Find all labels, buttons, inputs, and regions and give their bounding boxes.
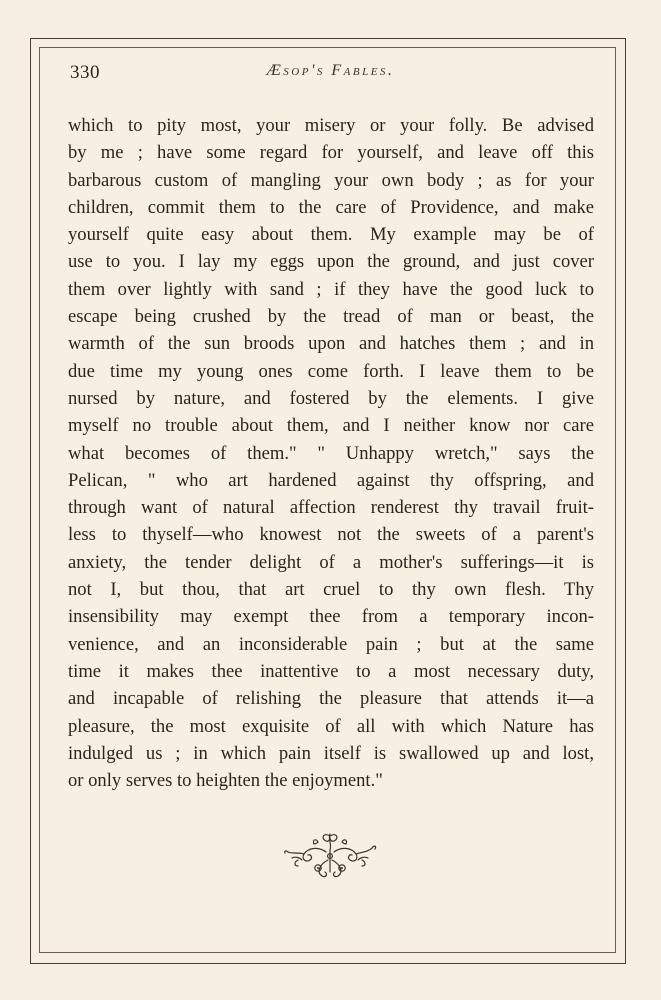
text-line: time it makes thee inattentive to a most necessary duty, [68, 660, 594, 682]
running-head: Æsop's Fables. [266, 62, 395, 79]
floral-tailpiece-icon [280, 830, 380, 882]
body-text [68, 112, 594, 794]
text-line: by me ; have some regard for yourself, and leave off this [68, 142, 594, 164]
page-number: 330 [70, 62, 100, 83]
text-line: due time my young ones come forth. I leave them to be [68, 360, 594, 382]
text-line: which to pity most, your misery or your folly. Be advised [68, 115, 594, 136]
text-line: less to thyself—who knowest not the sweets of a parent's [68, 524, 594, 546]
text-line: children, commit them to the care of Providence, and make [68, 196, 594, 218]
text-line: escape being crushed by the tread of man or beast, the [68, 306, 594, 328]
text-line: what becomes of them." " Unhappy wretch," says the [68, 442, 594, 464]
text-line: myself no trouble about them, and I neither know nor care [68, 415, 594, 437]
text-line: yourself quite easy about them. My example may be of [68, 224, 594, 246]
text-line: and incapable of relishing the pleasure that attends it—a [68, 688, 594, 710]
text-line: barbarous custom of mangling your own body ; as for your [68, 169, 594, 191]
text-line: through want of natural affection renderest thy travail fruit- [68, 497, 594, 519]
text-line: not I, but thou, that art cruel to thy own flesh. Thy [68, 579, 594, 601]
text-line: Pelican, " who art hardened against thy offspring, and [68, 469, 594, 491]
text-line: indulged us ; in which pain itself is swallowed up and lost, [68, 742, 594, 764]
text-line: anxiety, the tender delight of a mother's sufferings—it is [68, 551, 594, 573]
text-line: use to you. I lay my eggs upon the ground, and just cover [68, 251, 594, 273]
text-line: insensibility may exempt thee from a temporary incon- [68, 606, 594, 628]
text-line: or only serves to heighten the enjoyment." [68, 770, 383, 792]
text-line: pleasure, the most exquisite of all with which Nature has [68, 715, 594, 737]
text-line: venience, and an inconsiderable pain ; but at the same [68, 633, 594, 655]
text-line: warmth of the sun broods upon and hatches them ; and in [68, 333, 594, 355]
text-line: nursed by nature, and fostered by the elements. I give [68, 387, 594, 409]
text-line: them over lightly with sand ; if they have the good luck to [68, 278, 594, 300]
